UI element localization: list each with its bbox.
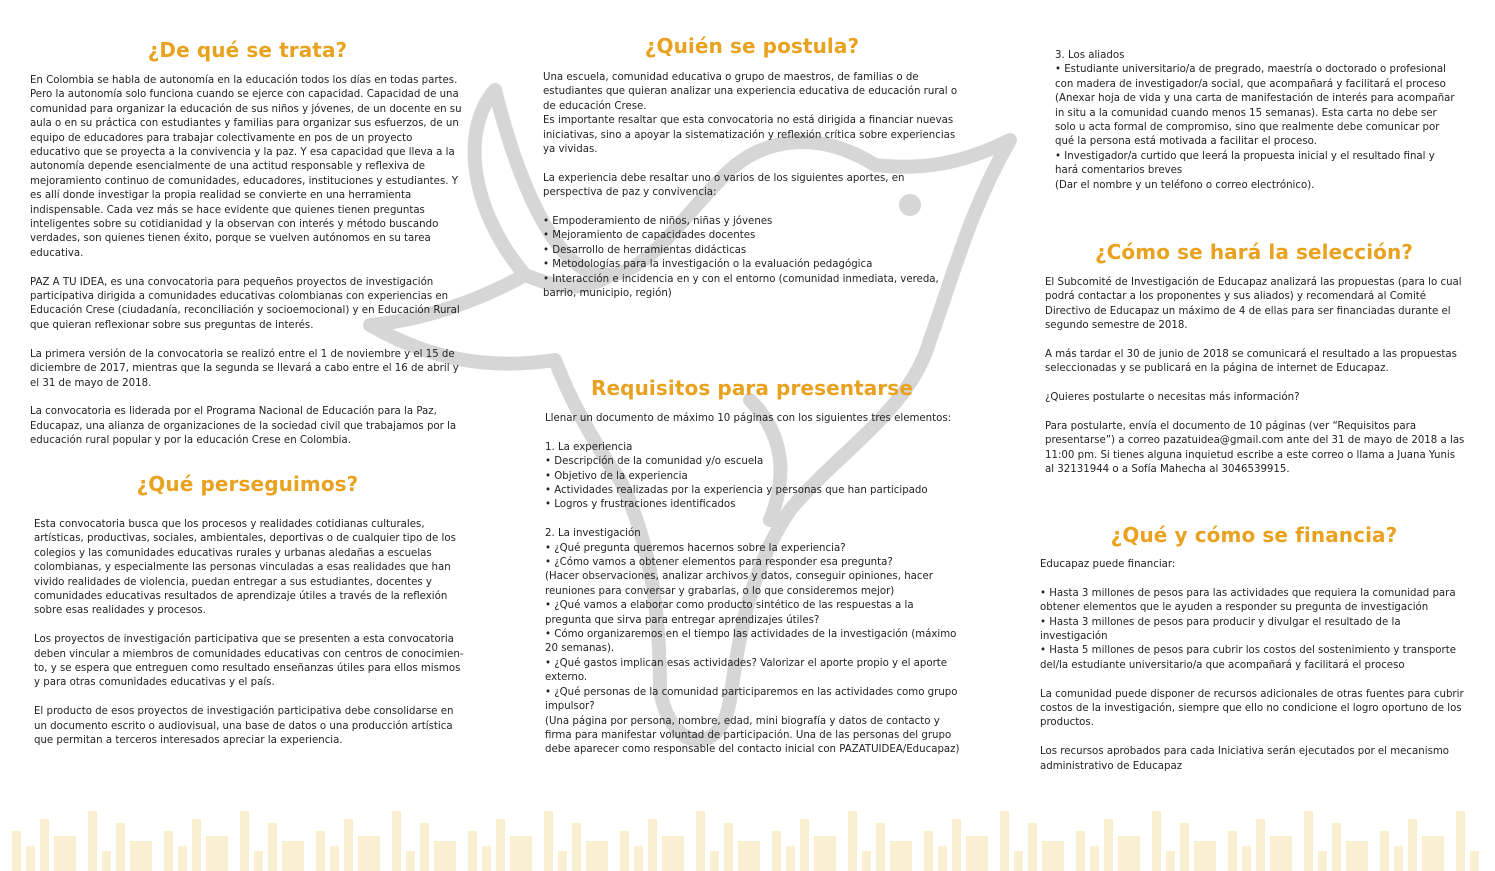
paragraph: Los proyectos de investigación participativa que se presenten a esta convocatoria deben vincular a miembros de comunidades educativas con centros de conocimien-to, y se espera que entreguen como resultado enseñanzas útiles para ellos mismos y para otras comunidades educativas y el país. [34,634,464,689]
decoration-bar [268,823,277,871]
decoration-bar [1166,851,1175,871]
paragraph: Es importante resaltar que esta convocatoria no está dirigida a financiar nuevas iniciativas, sino a apoyar la sistematización y reflexión crítica sobre experiencias ya vividas. [543,115,956,156]
decoration-bar [786,846,795,871]
paragraph: El producto de esos proyectos de investigación participativa debe consolidarse en un documento escrito o audiovisual, una base de datos o una producción artística que permitan a terceros interesados apreciar la experiencia. [34,706,454,747]
decoration-bar [1304,811,1313,871]
decoration-bar [1194,841,1216,871]
decoration-bar [572,823,581,871]
list-item-note: (Hacer observaciones, analizar archivos y datos, conseguir opiniones, hacer reuniones para conversar y grabarlas, o lo que consideremos mejor) [545,571,933,597]
list-item: • Estudiante universitario/a de pregrado, maestría o doctorado o profesional con madera de investigador/a social, que acompañará y facilitará el proceso [1055,63,1455,92]
section-body-requisitos [545,412,961,758]
decoration-bar [330,846,339,871]
decoration-bar [434,841,456,871]
section-body-financiacion [1040,558,1468,788]
decoration-bar [102,851,111,871]
decoration-bar [966,836,988,871]
list-item: • ¿Qué vamos a elaborar como producto sintético de las respuestas a la pregunta que sirva para entregar aprendizajes útiles? [545,599,961,628]
list-item-note: (Dar el nombre y un teléfono o correo electrónico). [1055,179,1315,191]
list-item: • Actividades realizadas por la experiencia y personas que han participado [545,484,961,498]
list-item: • Hasta 3 millones de pesos para las actividades que requiera la comunidad para obtener elementos que le ayuden a responder su pregunta de investigación [1040,587,1468,616]
decoration-bar [192,819,201,871]
decoration-bar [1028,823,1037,871]
section-title-financiacion: ¿Qué y cómo se financia? [1110,523,1398,547]
list-item: • ¿Qué gastos implican esas actividades? Valorizar el aporte propio y el aporte externo. [545,657,961,686]
decoration-bar [206,836,228,871]
decoration-bar [12,831,21,871]
list-item: • Objetivo de la experiencia [545,470,961,484]
decoration-bar [1332,823,1341,871]
decoration-bar [88,811,97,871]
decoration-bar [468,831,477,871]
decoration-bar [344,819,353,871]
decoration-bar [54,836,76,871]
decoration-bar [634,846,643,871]
decoration-bar [282,841,304,871]
decoration-bar [240,811,249,871]
decoration-bar [1042,841,1064,871]
decoration-bar [1422,836,1444,871]
decoration-bar [510,836,532,871]
decoration-bar [316,831,325,871]
decoration-bar [738,841,760,871]
item-title: 3. Los aliados [1055,50,1125,61]
paragraph: Los recursos aprobados para cada Iniciativa serán ejecutados por el mecanismo administrativo de Educapaz [1040,746,1450,772]
list-item-note: (Anexar hoja de vida y una carta de manifestación de interés para acompañar in situ a la comunidad cuando menos 15 semanas). Esta carta no debe ser solo u acta formal de compromiso, sino que realmente debe comunicar por qué la persona está motivada a facilitar el proceso. [1055,93,1455,148]
aportes-list [543,215,961,301]
decoration-bar [662,836,684,871]
decoration-bar [1256,819,1265,871]
decoration-bar [406,851,415,871]
decoration-bar [1380,831,1389,871]
paragraph: La experiencia debe resaltar uno o varios de los siguientes aportes, en perspectiva de paz y convivencia: [543,172,905,199]
paragraph: La primera versión de la convocatoria se realizó entre el 1 de noviembre y el 15 de diciembre de 2017, mientras que la segunda se llevará a cabo entre el 16 de abril y el 31 de mayo de 2018. [30,348,459,389]
paragraph: ¿Quieres postularte o necesitas más información? [1045,392,1300,404]
section-title-requisitos: Requisitos para presentarse [591,376,913,400]
decoration-bar [724,823,733,871]
decoration-bar [1346,841,1368,871]
decoration-bar [862,851,871,871]
section-title-quien-se-postula: ¿Quién se postula? [644,34,860,58]
decoration-bar [40,819,49,871]
section-body-aliados [1055,49,1455,193]
decoration-bar [890,841,912,871]
decoration-bar [1408,819,1417,871]
decoration-bar [1318,851,1327,871]
decoration-bar [1076,831,1085,871]
paragraph: Para postularte, envía el documento de 10 páginas (ver “Requisitos para presentarse”) a correo pazatuidea@gmail.com ante del 31 de mayo de 2018 a las 11:00 pm. Si tienes alguna inquietud escribe a este correo o llama a Juana Yunis al 32131944 o a Sofía Mahecha al 3046539915. [1045,421,1465,476]
decoration-bar [1090,846,1099,871]
list-item: • Mejoramiento de capacidades docentes [543,229,961,243]
decoration-bar [1118,836,1140,871]
decoration-bar [130,841,152,871]
item-title: 2. La investigación [545,528,641,540]
section-title-seleccion: ¿Cómo se hará la selección? [1094,240,1414,264]
list-item: • Logros y frustraciones identificados [545,498,961,512]
decoration-bar [848,811,857,871]
item-title: 1. La experiencia [545,441,633,453]
decoration-bar [558,851,567,871]
section-body-quien-se-postula [543,71,961,301]
decoration-bar [938,846,947,871]
section-title-de-que-se-trata: ¿De qué se trata? [147,38,348,62]
paragraph: Una escuela, comunidad educativa o grupo de maestros, de familias o de estudiantes que quieran analizar una experiencia educativa de educación rural o de educación Crese. [543,72,958,112]
financing-list [1040,587,1468,673]
list-item: • Metodologías para la investigación o la evaluación pedagógica [543,258,961,272]
decoration-bar [586,841,608,871]
list-item: • Cómo organizaremos en el tiempo las actividades de la investigación (máximo 20 semanas). [545,628,961,657]
list-item: • Desarrollo de herramientas didácticas [543,244,961,258]
paragraph: Llenar un documento de máximo 10 páginas con los siguientes tres elementos: [545,413,952,424]
decoration-bar [1242,846,1251,871]
item-experiencia [545,441,961,513]
paragraph: Esta convocatoria busca que los procesos y realidades cotidianas culturales, artísticas, productivas, sociales, ambientales, deportivas o de cualquier tipo de los colegios y las comunidades educativas rurales y urbanas aledañas a escuelas colombianas, y especialmente las personas vinculadas a esas realidades que han vivido realidades de violencia, puedan entregar a sus estudiantes, docentes y comunidades educativas resultados de aprendizaje útiles a través de la reflexión sobre esas realidades y procesos. [34,519,456,617]
decoration-bar [620,831,629,871]
paragraph: El Subcomité de Investigación de Educapaz analizará las propuestas (para lo cual podrá contactar a los proponentes y sus aliados) y recomendará al Comité Directivo de Educapaz un máximo de 4 de ellas para ser financiadas durante el segundo semestre de 2018. [1045,277,1462,332]
paragraph: Educapaz puede financiar: [1040,559,1176,570]
decoration-bar [178,846,187,871]
section-title-que-perseguimos: ¿Qué perseguimos? [136,472,359,496]
list-item: • Investigador/a curtido que leerá la propuesta inicial y el resultado final y hará comentarios breves [1055,150,1455,179]
decoration-bar [952,819,961,871]
decoration-bar [696,811,705,871]
decoration-bar [710,851,719,871]
decoration-bar [648,819,657,871]
section-body-seleccion [1045,276,1465,492]
decoration-bar [924,831,933,871]
list-item: • Interacción e incidencia en y con el entorno (comunidad inmediata, vereda, barrio, municipio, región) [543,273,961,302]
decoration-bar [1270,836,1292,871]
paragraph: A más tardar el 30 de junio de 2018 se comunicará el resultado a las propuestas seleccionadas y se publicará en la página de internet de Educapaz. [1045,349,1457,375]
decoration-bar [496,819,505,871]
decoration-bar [1152,811,1161,871]
paragraph: La convocatoria es liderada por el Programa Nacional de Educación para la Paz, Educapaz, una alianza de organizaciones de la sociedad civil que trabajamos por la educación rural popular y por la educación Crese en Colombia. [30,406,457,447]
decoration-bar [254,851,263,871]
decoration-bar [164,831,173,871]
bar-pattern-decoration [0,776,1495,871]
list-item: • Empoderamiento de niños, niñas y jóvenes [543,215,961,229]
decoration-bar [420,823,429,871]
item-investigacion [545,527,961,758]
list-item: • Descripción de la comunidad y/o escuela [545,455,961,469]
decoration-bar [800,819,809,871]
list-item-note: (Una página por persona, nombre, edad, mini biografía y datos de contacto y firma para manifestar voluntad de participación. Una de las personas del grupo debe aparecer como responsable del contacto inicial con PAZATUIDEA/Educapaz) [545,715,960,756]
decoration-bar [116,823,125,871]
decoration-bar [876,823,885,871]
decoration-bar [1104,819,1113,871]
decoration-bar [392,811,401,871]
decoration-bar [544,811,553,871]
decoration-bar [1456,811,1465,871]
decoration-bar [814,836,836,871]
decoration-bar [358,836,380,871]
decoration-bar [1000,811,1009,871]
list-item: • Hasta 3 millones de pesos para producir y divulgar el resultado de la investigación [1040,616,1468,645]
decoration-bar [482,846,491,871]
decoration-bar [1014,851,1023,871]
paragraph: PAZ A TU IDEA, es una convocatoria para pequeños proyectos de investigación participativa dirigida a comunidades educativas colombianas con experiencias en Educación Crese (ciudadanía, reconciliación y socioemocional) y en Educación Rural que quieran reflexionar sobre sus preguntas de interés. [30,276,460,331]
list-item: • ¿Cómo vamos a obtener elementos para responder esa pregunta? [545,556,961,570]
list-item: • Hasta 5 millones de pesos para cubrir los costos del sostenimiento y transporte del/la estudiante universitario/a que acompañará y facilitará el proceso [1040,644,1468,673]
decoration-bar [1394,846,1403,871]
decoration-bar [26,846,35,871]
list-item: • ¿Qué pregunta queremos hacernos sobre la experiencia? [545,542,961,556]
decoration-bar [772,831,781,871]
paragraph: La comunidad puede disponer de recursos adicionales de otras fuentes para cubrir costos de la investigación, siempre que ello no condicione el logro oportuno de los productos. [1040,688,1464,729]
decoration-bar [1470,851,1479,871]
decoration-bar [1228,831,1237,871]
list-item: • ¿Qué personas de la comunidad participaremos en las actividades como grupo impulsor? [545,686,961,715]
paragraph: En Colombia se habla de autonomía en la educación todos los días en todas partes. Pero la autonomía solo funciona cuando se ejerce con capacidad. Capacidad de una comunidad para organizar la educación de sus niños y jóvenes, de un docente en su aula o en su práctica con estudiantes y familias para organizar sus esfuerzos, de un equipo de educadores para trabajar colectivamente en pos de un proyecto educativo que se proyecta a la convivencia y la paz. Y esa capacidad que lleva a la autonomía depende esencialmente de una actitud responsable y reflexiva de mejoramiento continuo de comunidades, educadores, instituciones y estudiantes. Y es allí donde investigar la propia realidad se convierte en una herramienta indispensable. Cada vez más se hace evidente que quienes tienen preguntas inteligentes sobre su cotidianidad y la observan con interés y método buscando verdades, son quienes tienen éxito, porque se vuelven autónomos en su tarea educativa. [30,75,462,259]
decoration-bar [1180,823,1189,871]
section-body-que-perseguimos [34,518,465,763]
section-body-de-que-se-trata [30,74,465,463]
